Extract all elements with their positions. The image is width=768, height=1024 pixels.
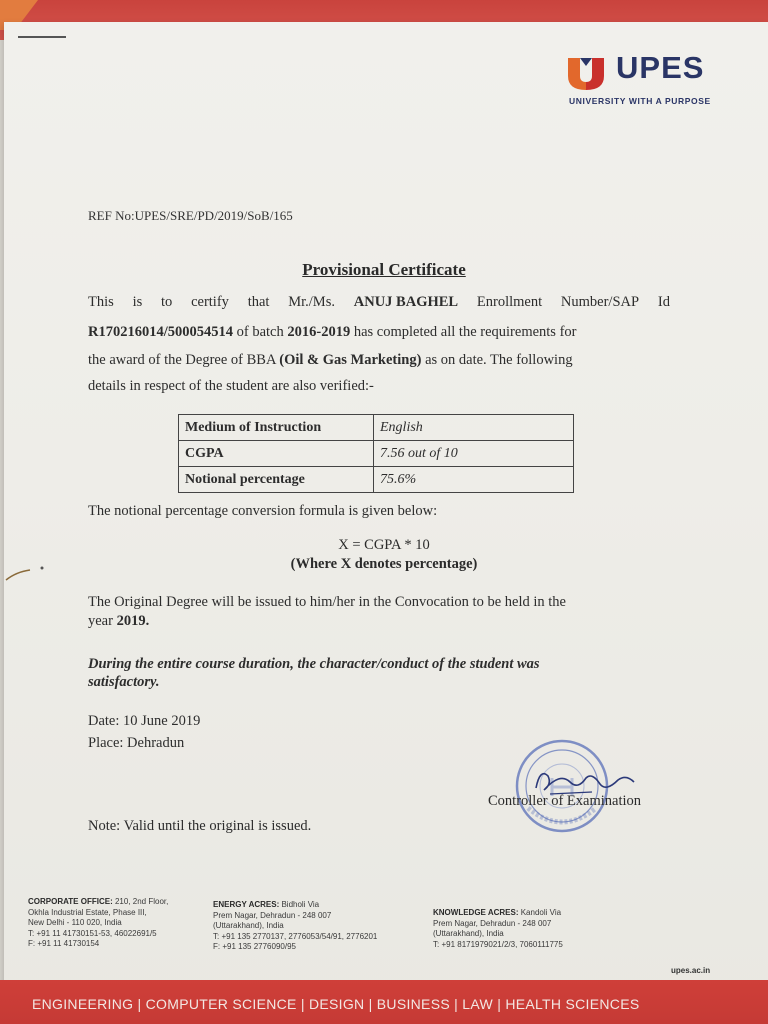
word: Enrollment bbox=[476, 294, 543, 310]
date-following-text: as on date. The following bbox=[425, 352, 573, 368]
convocation-year: 2019. bbox=[116, 613, 150, 629]
validity-note: Note: Valid until the original is issued. bbox=[88, 818, 312, 834]
table-value: 7.56 out of 10 bbox=[374, 441, 574, 467]
issue-date: Date: 10 June 2019 bbox=[88, 713, 201, 729]
reference-number: REF No:UPES/SRE/PD/2019/SoB/165 bbox=[88, 208, 293, 223]
issue-place: Place: Dehradun bbox=[88, 735, 185, 751]
knowledge-label: KNOWLEDGE ACRES: bbox=[433, 908, 519, 917]
address-line: T: +91 8171979021/2/3, 7060111775 bbox=[433, 939, 563, 949]
address-line: (Uttarakhand), India bbox=[213, 921, 284, 930]
formula-note: (Where X denotes percentage) bbox=[290, 556, 478, 572]
certificate-paper bbox=[4, 22, 768, 1024]
website-link[interactable]: upes.ac.in bbox=[671, 966, 711, 975]
corporate-label: CORPORATE OFFICE: bbox=[28, 897, 113, 906]
energy-label: ENERGY ACRES: bbox=[213, 900, 280, 909]
word: to bbox=[161, 294, 173, 310]
logo-tagline: UNIVERSITY WITH A PURPOSE bbox=[569, 96, 711, 106]
word: Number/SAP bbox=[560, 294, 640, 310]
address-line: Bidholi Via bbox=[281, 900, 320, 909]
signatory-title: Controller of Examination bbox=[488, 793, 642, 809]
formula: X = CGPA * 10 bbox=[338, 537, 430, 553]
table-label: Medium of Instruction bbox=[179, 415, 374, 441]
logo-wordmark: UPES bbox=[616, 50, 705, 85]
upes-logo-mark-icon bbox=[566, 54, 606, 90]
student-details-table bbox=[178, 414, 574, 493]
word: is bbox=[132, 294, 143, 310]
word: certify bbox=[191, 294, 229, 310]
degree-line-2 bbox=[88, 613, 670, 630]
table-row bbox=[179, 467, 574, 493]
paragraph-line-3 bbox=[88, 352, 670, 369]
batch-prefix: of batch bbox=[236, 324, 284, 340]
word: Mr./Ms. bbox=[288, 294, 335, 310]
formula-intro: The notional percentage conversion formula is given below: bbox=[88, 503, 438, 519]
disciplines-list: ENGINEERING | COMPUTER SCIENCE | DESIGN | BUSINESS | LAW | HEALTH SCIENCES bbox=[32, 996, 640, 1012]
paper-mark bbox=[18, 36, 66, 38]
pen-mark bbox=[4, 564, 44, 584]
degree-specialization: (Oil & Gas Marketing) bbox=[279, 352, 422, 368]
knowledge-acres-address bbox=[433, 908, 623, 950]
table-row bbox=[179, 415, 574, 441]
year-label: year bbox=[88, 613, 113, 629]
address-line: 210, 2nd Floor, bbox=[114, 897, 169, 906]
degree-text: the award of the Degree of BBA bbox=[88, 352, 276, 368]
table-value: 75.6% bbox=[374, 467, 574, 493]
paragraph-line-4: details in respect of the student are also verified:- bbox=[88, 378, 374, 394]
table-label: CGPA bbox=[179, 441, 374, 467]
address-line: T: +91 135 2770137, 2776053/54/91, 2776201 bbox=[213, 931, 378, 941]
student-name: ANUJ BAGHEL bbox=[353, 294, 459, 310]
energy-acres-address bbox=[213, 900, 423, 953]
address-line: Okhla Industrial Estate, Phase III, bbox=[28, 907, 147, 917]
table-value: English bbox=[374, 415, 574, 441]
requirements-text: has completed all the requirements for bbox=[353, 324, 577, 340]
table-row bbox=[179, 441, 574, 467]
address-line: T: +91 11 41730151-53, 46022691/5 bbox=[28, 928, 157, 938]
word: Id bbox=[657, 294, 670, 310]
batch-years: 2016-2019 bbox=[287, 324, 351, 340]
corporate-office-address bbox=[28, 897, 198, 950]
address-line: Prem Nagar, Dehradun - 248 007 bbox=[213, 910, 332, 920]
certificate-title: Provisional Certificate bbox=[302, 260, 466, 279]
address-line: (Uttarakhand), India bbox=[433, 929, 504, 938]
address-line: F: +91 135 2776090/95 bbox=[213, 942, 296, 951]
address-line: Kandoli Via bbox=[520, 908, 562, 917]
conduct-line-2: satisfactory. bbox=[88, 674, 160, 690]
upes-logo bbox=[566, 50, 731, 110]
conduct-line-1: During the entire course duration, the character/conduct of the student was bbox=[88, 656, 540, 672]
address-line: New Delhi - 110 020, India bbox=[28, 918, 122, 927]
word: that bbox=[247, 294, 270, 310]
table-label: Notional percentage bbox=[179, 467, 374, 493]
word: This bbox=[88, 294, 114, 310]
paragraph-line-2 bbox=[88, 324, 670, 341]
address-line: F: +91 11 41730154 bbox=[28, 939, 100, 948]
enrollment-number: R170216014/500054514 bbox=[88, 324, 233, 340]
paragraph-line-1 bbox=[88, 294, 670, 311]
degree-line-1: The Original Degree will be issued to him/her in the Convocation to be held in the bbox=[88, 594, 566, 610]
address-line: Prem Nagar, Dehradun - 248 007 bbox=[433, 918, 552, 928]
